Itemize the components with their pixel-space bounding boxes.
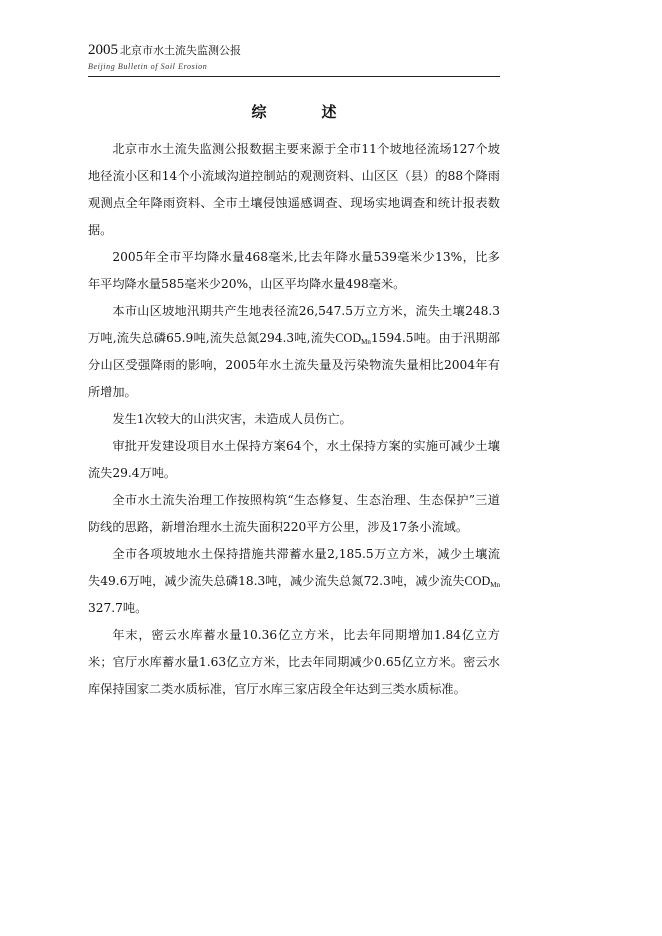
- header-year: 2005: [88, 42, 118, 58]
- paragraph-precipitation: 2005年全市平均降水量468毫米,比去年降水量539毫米少13%，比多年平均降水量585毫米少20%，山区平均降水量498毫米。: [88, 250, 500, 291]
- paragraph-data-sources: 北京市水土流失监测公报数据主要来源于全市11个坡地径流场127个坡地径流小区和14个小流域沟道控制站的观测资料、山区区（县）的88个降雨观测点全年降雨资料、全市土壤侵蚀遥感调查、现场实地调查和统计报表数据。: [88, 142, 500, 237]
- header-title-cn: 北京市水土流失监测公报: [120, 44, 241, 57]
- header-title-line: [88, 42, 241, 59]
- paragraph-flood-disaster: 发生1次较大的山洪灾害，未造成人员伤亡。: [112, 412, 352, 426]
- conservation-text-b: 327.7吨。: [88, 601, 148, 615]
- page-header: [88, 40, 500, 77]
- cod-mn-label: $COD_{Mn}$: [464, 574, 500, 589]
- page-title: 综 述: [251, 103, 357, 121]
- header-title-en: Beijing Bulletin of Soil Erosion: [88, 62, 208, 71]
- paragraph-conservation-measures: [88, 541, 500, 622]
- paragraph-erosion-control: 全市水土流失治理工作按照构筑“生态修复、生态治理、生态保护”三道防线的思路，新增治理水土流失面积220平方公里，涉及17条小流域。: [88, 493, 500, 534]
- runoff-loss-text-b: 1594.5吨。由于汛期部分山区受强降雨的影响，2005年水土流失量及污染物流失量相比2004年有所增加。: [88, 331, 500, 399]
- paragraph-project-approval: 审批开发建设项目水土保持方案64个，水土保持方案的实施可减少土壤流失29.4万吨。: [88, 439, 500, 480]
- cod-mn-label: $COD_{Mn}$: [335, 331, 371, 346]
- runoff-loss-text-a: 本市山区坡地汛期共产生地表径流26,547.5万立方米，流失土壤248.3万吨,流失总磷65.9吨,流失总氮294.3吨,流失: [88, 304, 500, 345]
- summary-body: [88, 136, 500, 703]
- conservation-text-a: 全市各项坡地水土保持措施共滞蓄水量2,185.5万立方米，减少土壤流失49.6万吨，减少流失总磷18.3吨，减少流失总氮72.3吨，减少流失: [88, 547, 500, 588]
- paragraph-runoff-loss: [88, 298, 500, 406]
- paragraph-reservoirs: 年末，密云水库蓄水量10.36亿立方米，比去年同期增加1.84亿立方米；官厅水库蓄水量1.63亿立方米，比去年同期减少0.65亿立方米。密云水库保持国家二类水质标准，官厅水库三家店段全年达到三类水质标准。: [88, 628, 500, 696]
